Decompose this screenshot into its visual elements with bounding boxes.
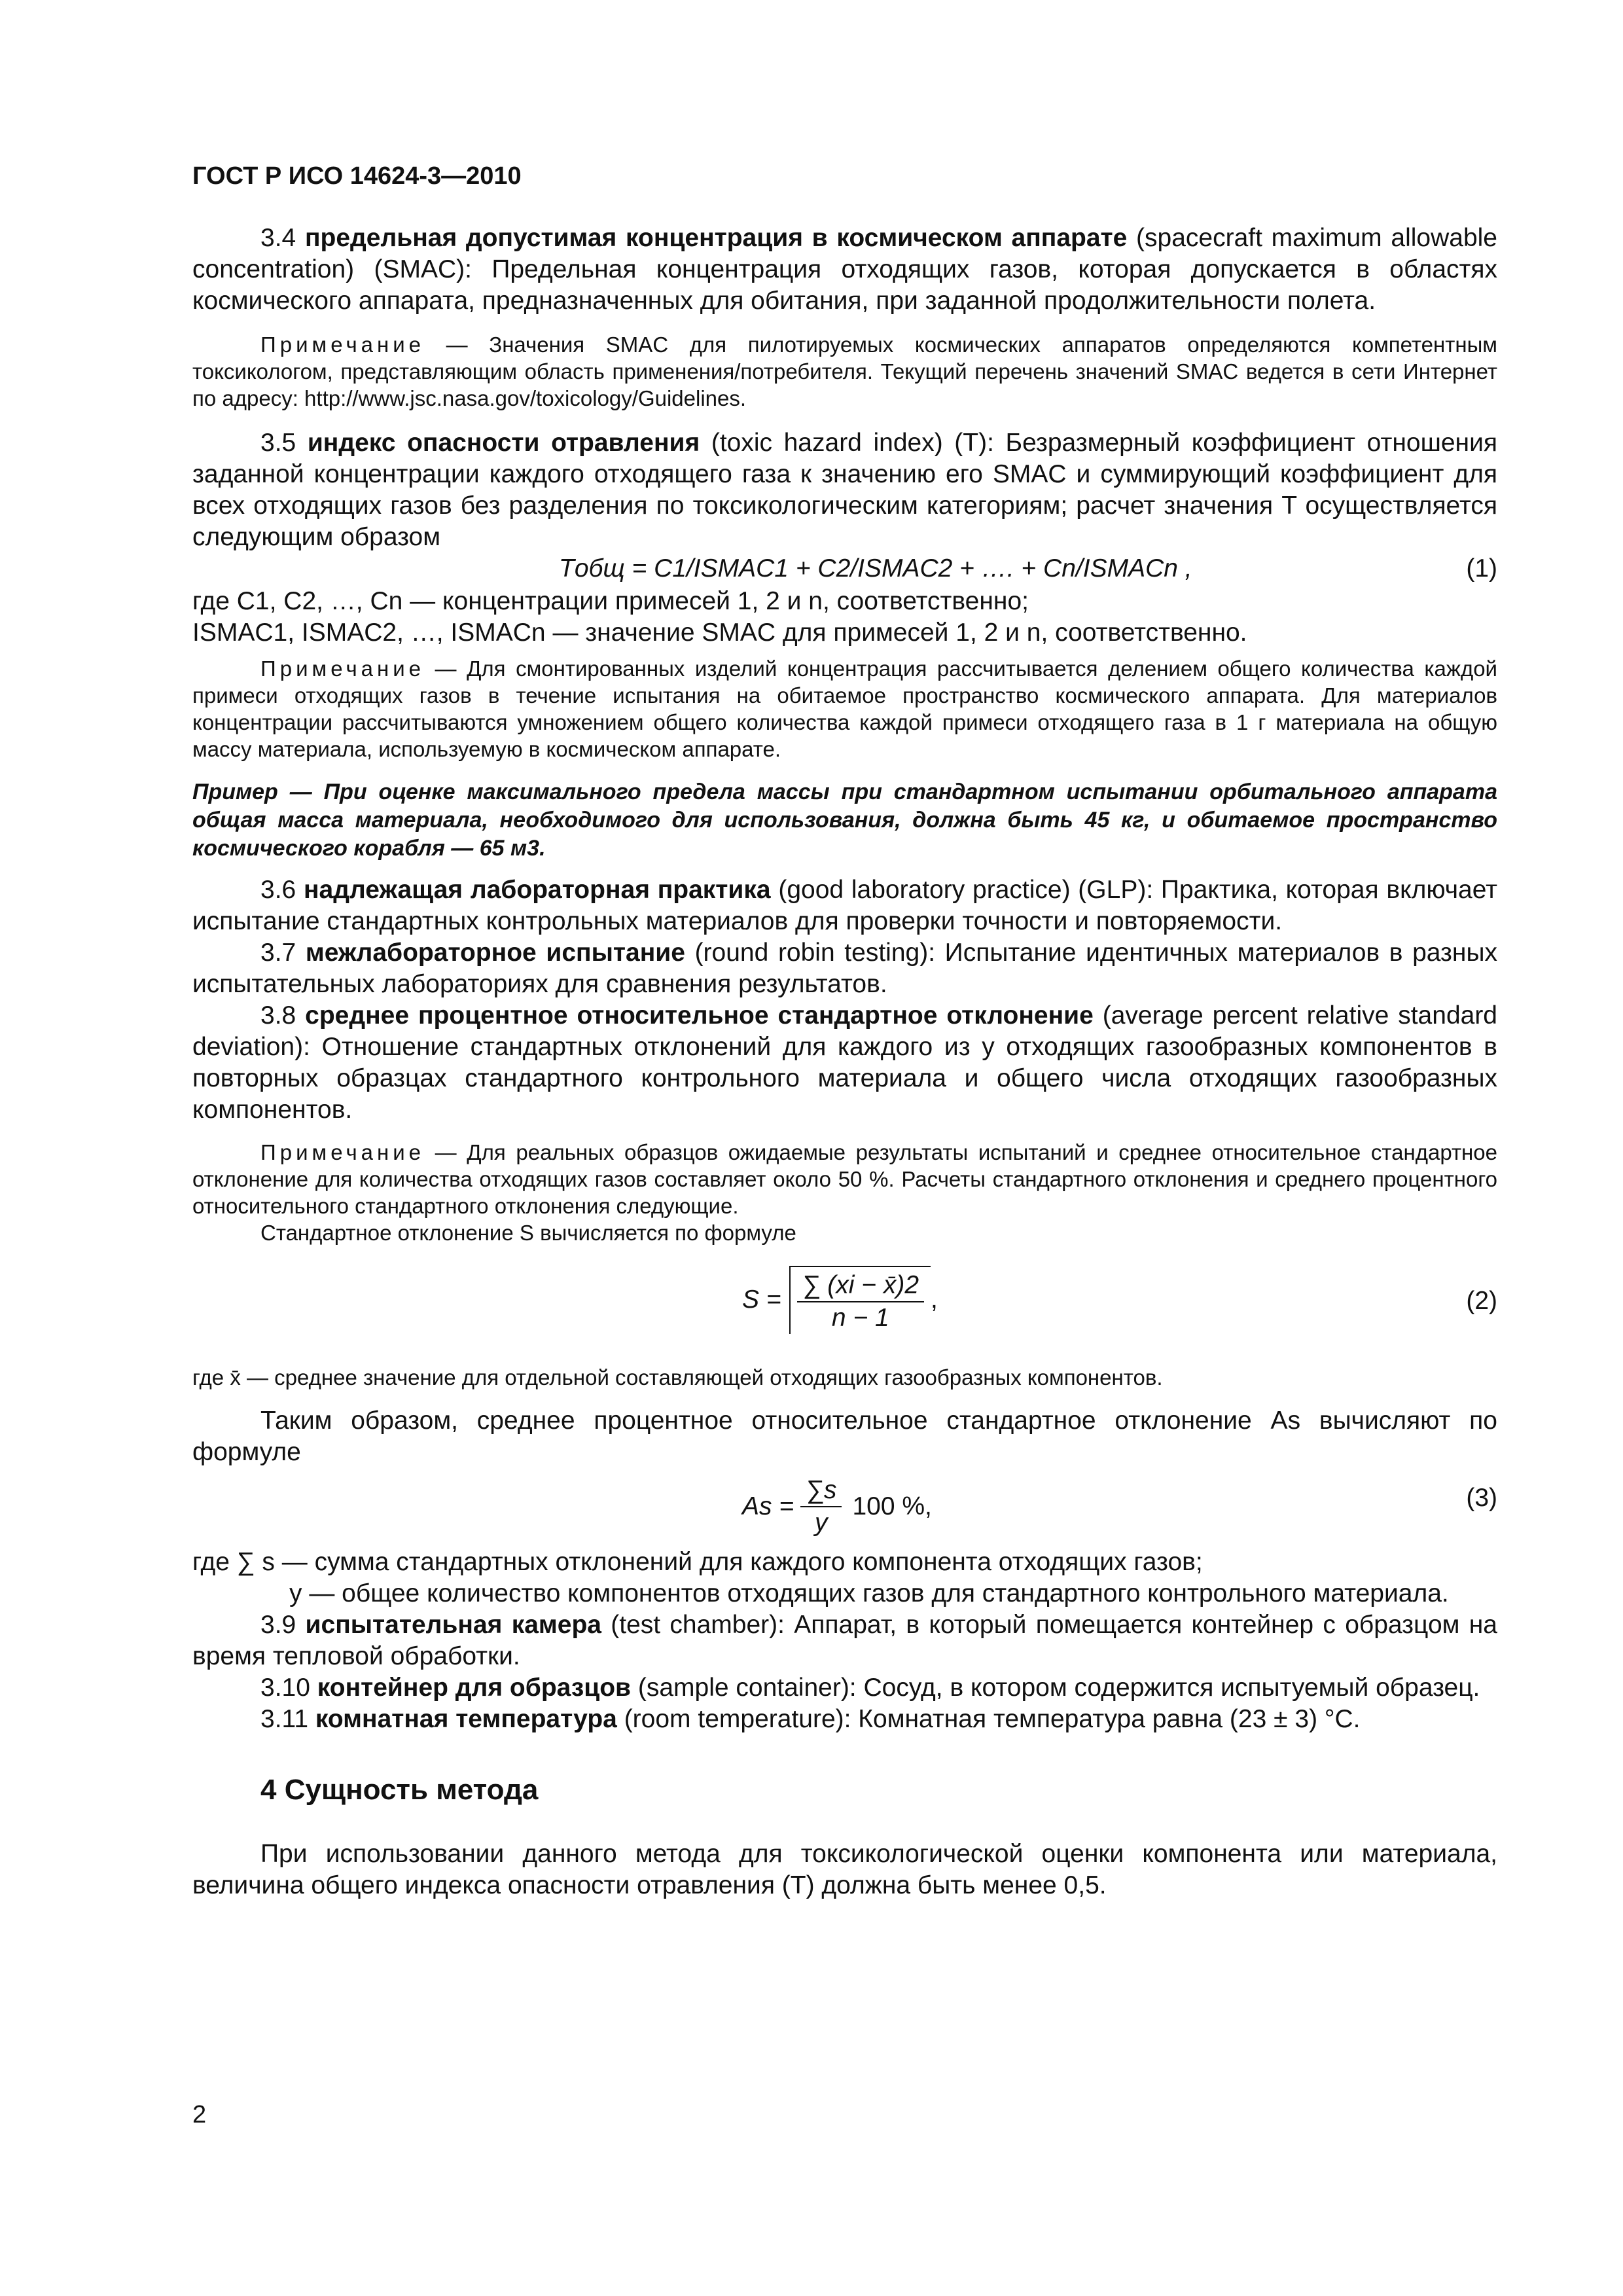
clause-term: среднее процентное относительное стандартное отклонение (305, 1001, 1094, 1030)
formula-3-number: (3) (1466, 1484, 1497, 1512)
formula-2-denominator: n − 1 (831, 1304, 889, 1332)
clause-3-8 (192, 1000, 1497, 1126)
clause-3-10 (192, 1672, 1497, 1704)
note-label: Примечание (260, 1140, 425, 1164)
clause-text: (test chamber): Аппарат, в который помещается контейнер с образцом на время тепловой обработки. (192, 1611, 1497, 1670)
formula-3-body (742, 1475, 932, 1539)
formula-1 (192, 553, 1497, 586)
clause-number: 3.8 (260, 1001, 296, 1030)
clause-term: контейнер для образцов (317, 1674, 631, 1702)
clause-term: надлежащая лабораторная практика (303, 876, 771, 904)
formula-2-tail: , (931, 1285, 938, 1314)
note-1 (192, 331, 1497, 412)
formula-3-fraction (800, 1475, 842, 1539)
clause-number: 3.6 (260, 876, 296, 904)
clause-3-5 (192, 427, 1497, 553)
section-4-title: 4 Сущность метода (260, 1774, 539, 1806)
where-2: где x̄ — среднее значение для отдельной составляющей отходящих газообразных компонентов. (192, 1365, 1163, 1390)
document-header: ГОСТ Р ИСО 14624-3—2010 (192, 162, 522, 190)
note-label: Примечание (260, 332, 425, 357)
clause-term: индекс опасности отравления (307, 429, 700, 457)
formula-2-number: (2) (1466, 1287, 1497, 1315)
note-2 (192, 655, 1497, 762)
clause-text: (sample container): Сосуд, в котором содержится испытуемый образец. (631, 1674, 1480, 1702)
note-3-line-2: Стандартное отклонение S вычисляется по формуле (260, 1221, 796, 1245)
note-text: — Для реальных образцов ожидаемые результаты испытаний и среднее относительное стандартное отклонение для количества отходящих газов составляет около 50 %. Расчеты стандартного отклонения и среднего процентного относительного стандартного отклонения следующие. (192, 1140, 1497, 1218)
note-text: — Для смонтированных изделий концентрация рассчитывается делением общего количества каждой примеси отходящих газов в течение испытания на обитаемое пространство космического аппарата. Для материалов концентрации рассчитываются умножением общего количества каждой примеси отходящего газа в 1 г материала на общую массу материала, используемую в космическом аппарате. (192, 656, 1497, 761)
where-1-line-2: ISMAC1, ISMAC2, …, ISMACn — значение SMAC для примесей 1, 2 и n, соответственно. (192, 619, 1247, 647)
clause-3-9 (192, 1609, 1497, 1672)
formula-1-number: (1) (1466, 554, 1497, 583)
formula-3-numerator: ∑s (800, 1475, 842, 1507)
note-label: Примечание (260, 656, 425, 681)
where-3-line-1: где ∑ s — сумма стандартных отклонений для каждого компонента отходящих газов; (192, 1548, 1203, 1576)
formula-2 (192, 1253, 1497, 1364)
clause-number: 3.4 (260, 224, 296, 252)
paragraph-thus: Таким образом, среднее процентное относительное стандартное отклонение As вычисляют по формуле (192, 1407, 1497, 1466)
clause-number: 3.5 (260, 429, 296, 457)
formula-2-sqrt (789, 1266, 931, 1334)
note-text: — Значения SMAC для пилотируемых космических аппаратов определяются компетентным токсикологом, представляющим область применения/потребителя. Текущий перечень значений SMAC ведется в сети Интернет по адресу: http://www.jsc.nasa.gov/toxicology/Guidelines. (192, 332, 1497, 410)
clause-term: комнатная температура (315, 1705, 617, 1733)
clause-text: (spacecraft maximum allowable concentration) (SMAC): Предельная концентрация отходящих газов, которая допускается в областях космического аппарата, предназначенных для обитания, при заданной продолжительности полета. (192, 224, 1497, 315)
formula-1-body: Tобщ = C1/ISMAC1 + C2/ISMAC2 + …. + Cn/ISMACn , (559, 554, 1192, 583)
clause-term: испытательная камера (305, 1611, 601, 1639)
page-number: 2 (192, 2101, 207, 2128)
clause-3-6 (192, 874, 1497, 937)
formula-2-numerator: ∑ (xi − x̄)2 (797, 1270, 924, 1302)
formula-3-denominator: y (815, 1509, 828, 1537)
clause-number: 3.7 (260, 939, 296, 967)
formula-3 (192, 1468, 1497, 1547)
clause-term: предельная допустимая концентрация в космическом аппарате (304, 224, 1128, 252)
clause-number: 3.9 (260, 1611, 296, 1639)
clause-term: межлабораторное испытание (305, 939, 685, 967)
clause-text: (good laboratory practice) (GLP): Практика, которая включает испытание стандартных контрольных материалов для проверки точности и повторяемости. (192, 876, 1498, 935)
clause-text: (round robin testing): Испытание идентичных материалов в разных испытательных лабораториях для сравнения результатов. (192, 939, 1497, 998)
clause-3-11 (192, 1704, 1497, 1735)
where-1-line-1: где C1, C2, …, Cn — концентрации примесей 1, 2 и n, соответственно; (192, 587, 1029, 615)
formula-2-fraction (797, 1270, 924, 1334)
example: Пример — При оценке максимального предела массы при стандартном испытании орбитального аппарата общая масса материала, необходимого для использования, должна быть 45 кг, и обитаемое пространство космического корабля — 65 м3. (192, 780, 1497, 861)
clause-number: 3.10 (260, 1674, 310, 1702)
formula-2-lhs: S = (742, 1285, 781, 1314)
clause-text: (room temperature): Комнатная температура равна (23 ± 3) °C. (616, 1705, 1361, 1733)
where-3-line-2: y — общее количество компонентов отходящих газов для стандартного контрольного материала. (289, 1579, 1449, 1607)
clause-text: (average percent relative standard deviation): Отношение стандартных отклонений для каждого из y отходящих газообразных компонентов в повторных образцах стандартного контрольного материала и общего числа отходящих газообразных компонентов. (192, 1001, 1497, 1124)
clause-3-7 (192, 937, 1497, 1000)
formula-2-body (742, 1266, 938, 1334)
note-3 (192, 1139, 1497, 1219)
clause-number: 3.11 (260, 1705, 309, 1733)
clause-3-4 (192, 223, 1497, 317)
section-4-text: При использовании данного метода для токсикологической оценки компонента или материала, величина общего индекса опасности отравления (T) должна быть менее 0,5. (192, 1840, 1497, 1899)
formula-3-tail: 100 %, (852, 1492, 932, 1520)
clause-text: (toxic hazard index) (T): Безразмерный коэффициент отношения заданной концентрации каждого отходящего газа к значению его SMAC и суммирующий коэффициент для всех отходящих газов без разделения по токсикологическим категориям; расчет значения T осуществляется следующим образом (192, 429, 1497, 551)
formula-3-lhs: As = (742, 1492, 794, 1520)
document-body (192, 223, 1497, 1901)
